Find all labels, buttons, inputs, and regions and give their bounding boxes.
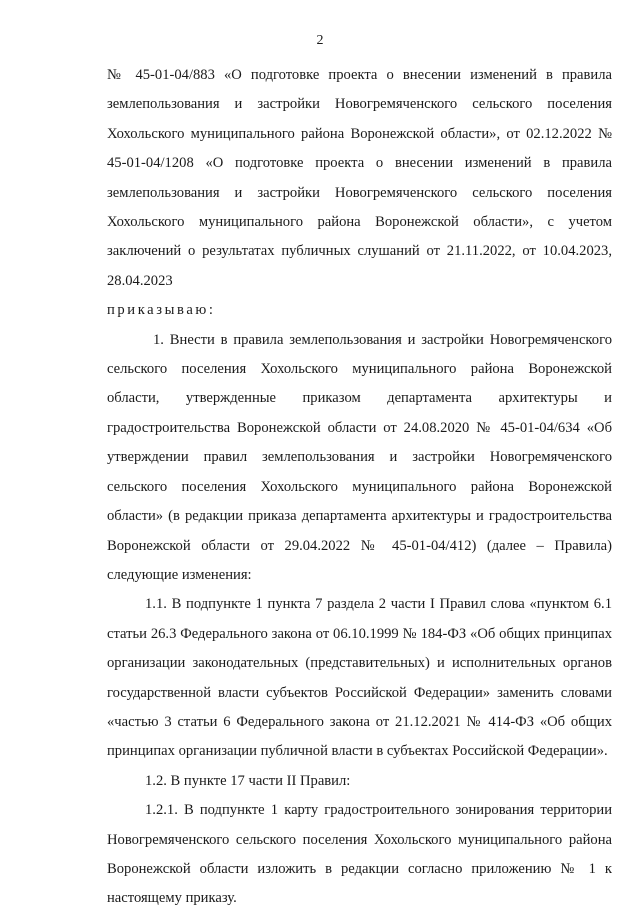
item-1-2-paragraph: 1.2. В пункте 17 части II Правил: xyxy=(145,772,351,789)
page-number: 2 xyxy=(316,33,324,48)
item-1-paragraph: 1. Внести в правила землепользования и застройки Новогремяченского сельского поселения Хохольского муниципального района Воронежской области, утвержденные приказом департамента архитектуры и градостроительства Воронежской области от 24.08.2020 № 45-01-04/634 «Об утверждении правил землепользования и застройки Новогремяченского сельского поселения Хохольского муниципального района Воронежской области» (в редакции приказа департамента архитектуры и градостроительства Воронежской области от 29.04.2022 № 45-01-04/412) (далее – Правила) следующие изменения: xyxy=(107,331,612,583)
document-body xyxy=(107,61,612,914)
item-1-1-paragraph: 1.1. В подпункте 1 пункта 7 раздела 2 части I Правил слова «пунктом 6.1 статьи 26.3 Федерального закона от 06.10.1999 № 184-ФЗ «Об общих принципах организации законодательных (представительных) и исполнительных органов государственной власти субъектов Российской Федерации» заменить словами «частью 3 статьи 6 Федерального закона от 21.12.2021 № 414-ФЗ «Об общих принципах организации публичной власти в субъектах Российской Федерации». xyxy=(107,596,612,760)
intro-paragraph: № 45-01-04/883 «О подготовке проекта о внесении изменений в правила землепользования и застройки Новогремяченского сельского поселения Хохольского муниципального района Воронежской области», от 02.12.2022 № 45-01-04/1208 «О подготовке проекта о внесении изменений в правила землепользования и застройки Новогремяченского сельского поселения Хохольского муниципального района Воронежской области», с учетом заключений о результатах публичных слушаний от 21.11.2022, от 10.04.2023, 28.04.2023 xyxy=(107,67,612,289)
order-word: приказываю: xyxy=(107,302,216,319)
item-1-2-1-paragraph: 1.2.1. В подпункте 1 карту градостроительного зонирования территории Новогремяченского сельского поселения Хохольского муниципального района Воронежской области изложить в редакции согласно приложению № 1 к настоящему приказу. xyxy=(107,802,612,907)
